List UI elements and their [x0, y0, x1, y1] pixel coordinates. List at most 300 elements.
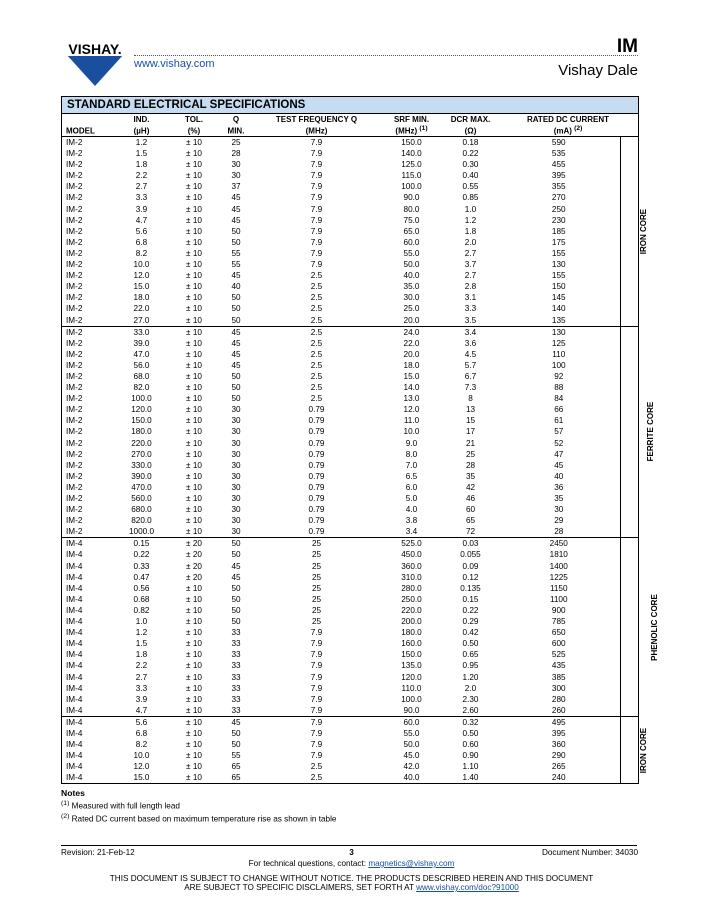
table-cell: 50 — [231, 237, 241, 247]
table-cell: 35 — [465, 471, 476, 481]
table-cell: ± 10 — [186, 639, 202, 649]
table-cell: 30 — [231, 427, 241, 437]
table-cell: 7.9 — [310, 237, 323, 247]
table-cell: ± 10 — [186, 516, 202, 526]
core-type-label — [620, 716, 648, 783]
table-cell: 2.7 — [135, 672, 148, 682]
table-cell: 50 — [231, 550, 241, 560]
table-cell: ± 10 — [186, 394, 202, 404]
table-cell: 310.0 — [401, 572, 422, 582]
table-cell: 25 — [465, 449, 476, 459]
table-cell: ± 10 — [186, 605, 202, 615]
table-cell: ± 10 — [186, 149, 202, 159]
table-cell: 42.0 — [403, 762, 420, 772]
table-cell: 7.9 — [310, 639, 323, 649]
table-cell: 45 — [219, 716, 253, 728]
contact-line — [0, 859, 703, 868]
table-cell: 30 — [231, 505, 241, 515]
table-cell: IM-2 — [66, 505, 83, 515]
notes — [61, 788, 337, 824]
table-cell: 0.47 — [133, 572, 150, 582]
table-cell: 28 — [231, 149, 241, 159]
table-cell: 265 — [551, 762, 566, 772]
table-cell: 290 — [551, 751, 566, 761]
table-cell: IM-2 — [66, 405, 83, 415]
table-cell: 2.5 — [310, 293, 323, 303]
table-cell: 0.65 — [462, 650, 479, 660]
table-cell: 455 — [551, 160, 566, 170]
table-row — [62, 649, 638, 660]
table-cell: 50 — [231, 728, 241, 738]
table-row — [62, 761, 638, 772]
column-header-footnote: (1) — [419, 125, 428, 133]
table-row — [62, 705, 638, 717]
table-row — [62, 426, 638, 437]
disclaimer-prefix: ARE SUBJECT TO SPECIFIC DISCLAIMERS, SET FORTH AT — [184, 883, 417, 892]
table-row — [62, 526, 638, 538]
table-cell: IM-4 — [66, 550, 83, 560]
table-cell: IM-2 — [66, 237, 83, 247]
table-cell: 0.29 — [462, 617, 479, 627]
core-type-label — [620, 538, 659, 717]
table-cell: 2.7 — [135, 182, 148, 192]
disclaimer-link[interactable]: www.vishay.com/doc?91000 — [416, 883, 519, 892]
table-cell: ± 10 — [186, 594, 202, 604]
table-cell: 1.8 — [135, 160, 148, 170]
table-cell: 0.79 — [308, 471, 325, 481]
table-cell: 25.0 — [403, 304, 420, 314]
table-cell: 37 — [231, 182, 241, 192]
table-cell: 2.5 — [310, 371, 323, 381]
core-type-text: IRON CORE — [638, 208, 648, 254]
table-cell: 220.0 — [401, 605, 422, 615]
table-cell: IM-4 — [66, 628, 83, 638]
table-cell: 180.0 — [131, 427, 152, 437]
table-cell: 13 — [465, 405, 476, 415]
table-cell: 130 — [551, 260, 566, 270]
table-cell: 45 — [231, 561, 241, 571]
column-header-bottom — [220, 124, 252, 136]
table-cell: IM-4 — [66, 617, 83, 627]
table-cell: 65.0 — [403, 226, 420, 236]
table-cell: 330.0 — [131, 460, 152, 470]
table-cell: 1.0 — [464, 204, 477, 214]
table-cell: 2.2 — [135, 171, 148, 181]
table-cell: 110 — [552, 349, 566, 359]
table-cell: 45 — [231, 360, 241, 370]
table-cell: 120.0 — [131, 405, 152, 415]
table-cell: 5.7 — [464, 360, 477, 370]
table-cell: 39.0 — [133, 338, 150, 348]
contact-email-link[interactable]: magnetics@vishay.com — [368, 859, 455, 868]
table-row — [62, 438, 638, 449]
table-cell: 0.68 — [133, 594, 150, 604]
table-cell: 72 — [465, 527, 476, 537]
note-1-mark: (1) — [61, 800, 70, 807]
table-cell: 0.22 — [462, 605, 479, 615]
table-cell: 590 — [551, 138, 566, 147]
table-cell: ± 10 — [186, 371, 202, 381]
table-cell: 33 — [231, 628, 241, 638]
column-header — [498, 114, 638, 137]
table-cell: ± 10 — [186, 583, 202, 593]
column-header — [62, 114, 114, 137]
table-cell: IM-4 — [66, 728, 83, 738]
table-cell: 3.3 — [135, 193, 148, 203]
table-cell: 2.5 — [253, 326, 380, 338]
table-cell: 45 — [231, 204, 241, 214]
column-header-top: Q — [232, 115, 240, 125]
table-cell: 2.2 — [135, 661, 148, 671]
table-cell: IM-2 — [66, 394, 83, 404]
table-cell: 82.0 — [133, 383, 150, 393]
table-cell: ± 10 — [186, 260, 202, 270]
column-header-unit: (Ω) — [464, 127, 477, 136]
table-cell: ± 10 — [186, 237, 202, 247]
table-cell: 0.22 — [462, 149, 479, 159]
table-row — [62, 504, 638, 515]
table-cell: 100.0 — [401, 694, 422, 704]
table-cell: 2.5 — [310, 304, 323, 314]
table-cell: 68.0 — [133, 371, 150, 381]
table-cell: 30 — [231, 460, 241, 470]
table-cell: ± 10 — [186, 694, 202, 704]
table-cell: 57 — [554, 427, 564, 437]
column-header — [253, 114, 380, 137]
table-cell: 0.18 — [462, 138, 479, 147]
notes-heading: Notes — [61, 788, 85, 798]
table-cell: 2.5 — [310, 383, 323, 393]
table-cell: IM-4 — [66, 762, 83, 772]
table-cell: 29 — [554, 516, 564, 526]
table-cell: 61 — [554, 416, 564, 426]
table-cell: 0.15 — [114, 538, 169, 550]
table-row — [62, 315, 638, 327]
table-cell: 25 — [253, 538, 380, 550]
table-cell: 395 — [551, 728, 566, 738]
table-row — [62, 281, 638, 292]
table-row — [62, 538, 638, 550]
table-cell: ± 10 — [186, 460, 202, 470]
table-cell: 1.10 — [462, 762, 479, 772]
table-cell: IM-2 — [66, 416, 83, 426]
core-type-label — [620, 326, 655, 538]
table-cell: 2.5 — [310, 349, 323, 359]
table-cell: 7.9 — [310, 683, 323, 693]
table-cell: IM-4 — [66, 583, 83, 593]
website-link[interactable]: www.vishay.com — [134, 58, 215, 70]
table-row — [62, 170, 638, 181]
column-header — [219, 114, 253, 137]
table-row — [62, 393, 638, 404]
table-cell: 88 — [554, 383, 564, 393]
table-cell: IM-2 — [66, 171, 83, 181]
table-cell: 390.0 — [131, 471, 152, 481]
table-cell: 30 — [554, 505, 564, 515]
table-cell: 60.0 — [380, 716, 443, 728]
table-cell: 0.55 — [462, 182, 479, 192]
table-cell: IM-2 — [66, 371, 83, 381]
table-cell: ± 10 — [186, 672, 202, 682]
table-cell: ± 10 — [186, 683, 202, 693]
table-row — [62, 148, 638, 159]
column-header-unit: (MHz) — [395, 127, 420, 136]
table-cell: 2.5 — [310, 360, 323, 370]
table-cell: 8.2 — [135, 248, 148, 258]
table-cell: IM-4 — [66, 605, 83, 615]
table-row — [62, 259, 638, 270]
table-cell: 525.0 — [380, 538, 443, 550]
table-cell: 1400 — [549, 561, 568, 571]
table-cell: 25 — [311, 617, 322, 627]
table-cell: IM-2 — [66, 460, 83, 470]
table-cell: 7.9 — [310, 182, 323, 192]
table-cell: 25 — [311, 572, 322, 582]
table-cell: 25 — [311, 583, 322, 593]
table-cell: 46 — [465, 494, 476, 503]
table-cell: 3.7 — [464, 260, 477, 270]
note-2 — [61, 812, 337, 825]
table-cell: ± 10 — [169, 326, 219, 338]
table-cell: 0.79 — [308, 505, 325, 515]
table-cell: 33 — [231, 661, 241, 671]
table-cell: 230 — [551, 215, 566, 225]
table-cell: 7.9 — [310, 650, 323, 660]
column-header-bottom — [499, 124, 637, 136]
table-cell: 355 — [551, 182, 566, 192]
table-cell: 0.79 — [308, 494, 325, 503]
table-cell: 0.79 — [308, 427, 325, 437]
table-cell: IM-4 — [66, 773, 83, 783]
table-cell: 1150 — [549, 583, 568, 593]
table-cell: 33 — [231, 683, 241, 693]
table-row — [62, 237, 638, 248]
table-cell: 60.0 — [403, 237, 420, 247]
table-row — [62, 460, 638, 471]
table-row — [62, 338, 638, 349]
table-cell: 30.0 — [403, 293, 420, 303]
table-cell: 270 — [551, 193, 566, 203]
table-cell: 7.9 — [310, 226, 323, 236]
table-cell: 4.0 — [405, 505, 418, 515]
column-header-top: SRF MIN. — [393, 115, 430, 125]
table-cell: 25 — [311, 605, 322, 615]
table-cell: IM-4 — [66, 572, 83, 582]
disclaimer-line-1: THIS DOCUMENT IS SUBJECT TO CHANGE WITHOUT NOTICE. THE PRODUCTS DESCRIBED HEREIN AND THIS DOCUMENT — [109, 874, 594, 883]
column-header-unit: (mA) — [553, 127, 575, 136]
table-cell: 0.32 — [443, 716, 498, 728]
column-header — [443, 114, 498, 137]
column-header-top: TOL. — [184, 115, 204, 125]
table-cell: 495 — [498, 716, 620, 728]
table-cell: 6.5 — [405, 471, 418, 481]
table-cell: IM-2 — [66, 149, 83, 159]
table-cell: IM-2 — [66, 383, 83, 393]
column-header-top: TEST FREQUENCY Q — [275, 115, 358, 125]
table-cell: 0.42 — [462, 628, 479, 638]
table-cell: 1.2 — [135, 138, 148, 147]
table-cell: IM-2 — [66, 271, 83, 281]
table-cell: IM-2 — [66, 482, 83, 492]
table-cell: ± 10 — [186, 349, 202, 359]
table-cell: 7.9 — [310, 160, 323, 170]
table-cell: 0.15 — [462, 594, 479, 604]
table-row — [62, 561, 638, 572]
table-cell: ± 10 — [186, 661, 202, 671]
table-row — [62, 694, 638, 705]
table-cell: 18.0 — [133, 293, 150, 303]
table-row — [62, 449, 638, 460]
note-1 — [61, 799, 337, 812]
table-cell: 30 — [231, 438, 241, 448]
table-row — [62, 404, 638, 415]
table-cell: ± 10 — [186, 705, 202, 715]
table-cell: 9.0 — [405, 438, 418, 448]
table-cell: 6.0 — [405, 482, 418, 492]
table-cell: 175 — [551, 237, 566, 247]
table-cell: 55.0 — [403, 248, 420, 258]
table-cell: 525 — [551, 650, 566, 660]
table-cell: ± 10 — [186, 182, 202, 192]
table-cell: 2.7 — [464, 271, 477, 281]
table-cell: 90.0 — [403, 193, 420, 203]
table-cell: 55 — [231, 751, 241, 761]
table-cell: 50.0 — [403, 740, 420, 750]
table-row — [62, 627, 638, 638]
disclaimer-line-2 — [0, 883, 703, 892]
table-cell: IM-2 — [66, 516, 83, 526]
table-cell: 385 — [551, 672, 566, 682]
table-row — [62, 137, 638, 149]
table-cell: 35.0 — [403, 282, 420, 292]
table-cell: 45 — [554, 460, 564, 470]
table-cell: IM-2 — [66, 360, 83, 370]
document-title: IM — [616, 36, 638, 57]
table-cell: 45.0 — [403, 751, 420, 761]
table-cell: ± 10 — [186, 315, 202, 325]
table-cell: 10.0 — [133, 260, 150, 270]
table-cell: 2.5 — [310, 394, 323, 404]
table-row — [62, 549, 638, 560]
table-cell: 0.055 — [460, 550, 481, 560]
table-cell: 155 — [551, 271, 566, 281]
table-cell: 7.9 — [310, 705, 323, 715]
table-row — [62, 270, 638, 281]
table-cell: ± 10 — [186, 138, 202, 147]
table-row — [62, 716, 638, 728]
table-cell: IM-2 — [66, 193, 83, 203]
table-cell: 3.3 — [464, 304, 477, 314]
note-1-text: Measured with full length lead — [69, 801, 180, 811]
table-cell: 1.40 — [462, 773, 479, 783]
note-2-text: Rated DC current based on maximum temperature rise as shown in table — [69, 814, 337, 824]
table-cell: 47.0 — [133, 349, 150, 359]
table-row — [62, 159, 638, 170]
table-cell: 12.0 — [403, 405, 420, 415]
table-row — [62, 616, 638, 627]
table-cell: 3.1 — [464, 293, 477, 303]
table-cell: 300 — [551, 683, 566, 693]
table-cell: 50 — [231, 315, 241, 325]
table-cell: ± 10 — [186, 338, 202, 348]
table-cell: 2.60 — [462, 705, 479, 715]
table-cell: IM-4 — [66, 694, 83, 704]
table-cell: 50 — [231, 583, 241, 593]
table-row — [62, 371, 638, 382]
table-cell: 1.20 — [462, 672, 479, 682]
table-cell: 33 — [231, 650, 241, 660]
table-cell: 30 — [231, 527, 241, 537]
table-cell: 280.0 — [401, 583, 422, 593]
table-cell: 7.9 — [310, 204, 323, 214]
table-cell: 65 — [231, 762, 241, 772]
table-cell: 50 — [231, 293, 241, 303]
column-header-unit: (µH) — [133, 127, 150, 136]
table-cell: 0.79 — [308, 516, 325, 526]
table-cell: 47 — [554, 449, 564, 459]
table-cell: 35 — [554, 494, 564, 503]
table-cell: 30 — [231, 405, 241, 415]
table-cell: 28 — [465, 460, 476, 470]
table-cell: 100.0 — [131, 394, 152, 404]
table-cell: 20.0 — [403, 315, 420, 325]
column-header-row — [62, 114, 638, 137]
table-cell: 50 — [231, 605, 241, 615]
table-cell: 50 — [231, 617, 241, 627]
table-cell: 25 — [311, 550, 322, 560]
table-cell: ± 10 — [186, 527, 202, 537]
table-cell: 14.0 — [403, 383, 420, 393]
table-cell: 1.8 — [135, 650, 148, 660]
table-cell: 0.09 — [462, 561, 479, 571]
table-cell: 65 — [231, 773, 241, 783]
table-cell: 7.9 — [310, 193, 323, 203]
table-cell: 155 — [551, 248, 566, 258]
table-cell: 7.9 — [310, 215, 323, 225]
table-cell: IM-4 — [66, 661, 83, 671]
table-cell: 7.9 — [310, 728, 323, 738]
table-row — [62, 181, 638, 192]
table-cell: IM-2 — [66, 449, 83, 459]
table-cell: 36 — [554, 482, 564, 492]
table-cell: IM-4 — [62, 538, 114, 550]
table-cell: 2.5 — [310, 762, 323, 772]
table-cell: IM-2 — [66, 438, 83, 448]
table-cell: 1.2 — [135, 628, 148, 638]
table-cell: 2.7 — [464, 248, 477, 258]
table-cell: IM-2 — [66, 304, 83, 314]
table-row — [62, 349, 638, 360]
table-cell: 270.0 — [131, 449, 152, 459]
table-cell: 24.0 — [380, 326, 443, 338]
table-cell: 40.0 — [403, 271, 420, 281]
table-cell: IM-2 — [66, 138, 83, 147]
table-cell: 2.30 — [462, 694, 479, 704]
table-row — [62, 515, 638, 526]
table-cell: IM-2 — [66, 260, 83, 270]
table-cell: ± 10 — [186, 304, 202, 314]
table-cell: ± 10 — [169, 716, 219, 728]
table-cell: ± 20 — [186, 572, 202, 582]
table-cell: 135.0 — [401, 661, 422, 671]
table-cell: ± 10 — [186, 728, 202, 738]
table-cell: IM-2 — [66, 215, 83, 225]
table-cell: ± 10 — [186, 383, 202, 393]
table-cell: 3.8 — [405, 516, 418, 526]
table-cell: ± 10 — [186, 416, 202, 426]
column-header-bottom — [66, 124, 113, 136]
table-cell: ± 10 — [186, 762, 202, 772]
